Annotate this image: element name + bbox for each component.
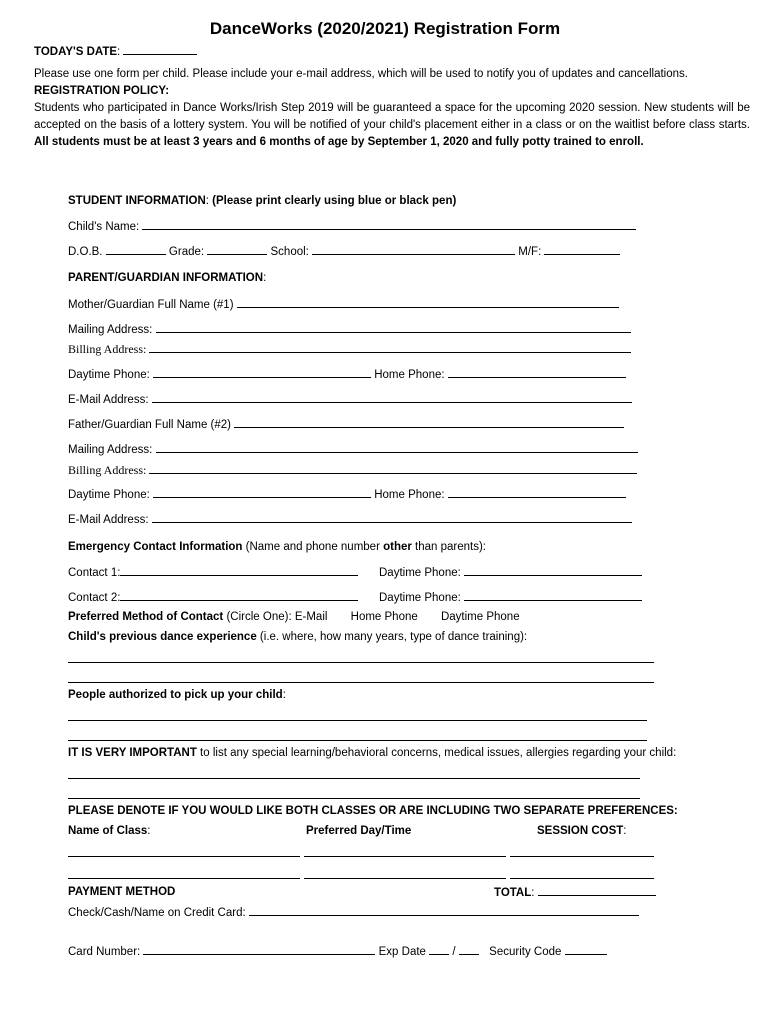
father-phone-row [68, 487, 626, 502]
mother-name-field[interactable] [237, 297, 619, 308]
policy-paragraph [34, 100, 750, 151]
emergency-note-b: than parents): [411, 541, 486, 553]
mother-email-field[interactable] [152, 392, 632, 403]
mother-mailing-field[interactable] [156, 322, 631, 333]
mother-email-row [68, 392, 632, 407]
grade-label: Grade: [168, 246, 205, 258]
emergency-heading-row [68, 540, 486, 554]
parent-info-heading: PARENT/GUARDIAN INFORMATION [68, 272, 264, 284]
dob-row [68, 244, 620, 259]
card-number-field[interactable] [143, 944, 375, 955]
concerns-line-1[interactable] [68, 778, 640, 779]
class-name-field-2[interactable] [68, 878, 300, 879]
mother-name-row [68, 297, 619, 312]
todays-date-colon: : [117, 46, 121, 58]
school-field[interactable] [312, 244, 515, 255]
preferred-contact-label: Preferred Method of Contact [68, 611, 224, 623]
session-cost-field-2[interactable] [510, 878, 654, 879]
mother-billing-row [68, 342, 631, 356]
preferred-day-header: Preferred Day/Time [306, 825, 412, 837]
father-billing-field[interactable] [149, 463, 637, 474]
father-daytime-phone-label: Daytime Phone: [68, 489, 150, 501]
father-name-row [68, 417, 624, 432]
contact1-label: Contact 1: [68, 567, 121, 579]
card-number-label: Card Number: [68, 946, 141, 958]
session-cost-header: SESSION COST [537, 825, 624, 837]
total-label: TOTAL [494, 887, 532, 899]
mf-field[interactable] [544, 244, 620, 255]
contact2-phone-field[interactable] [464, 590, 642, 601]
session-cost-field-1[interactable] [510, 856, 654, 857]
mother-daytime-phone-label: Daytime Phone: [68, 369, 150, 381]
pickup-line-1[interactable] [68, 720, 647, 721]
security-code-field[interactable] [565, 944, 607, 955]
session-cost-colon: : [623, 825, 627, 837]
preferred-contact-note: (Circle One): [223, 611, 292, 623]
mother-billing-label: Billing Address: [68, 342, 147, 356]
mf-label: M/F: [518, 246, 542, 258]
policy-text: Students who participated in Dance Works/Irish Step 2019 will be guaranteed a space for the upcoming 2020 session. New students will be accepted on the basis of a lottery system. You will be notified of your child's placement either in a class or on the waitlist before class starts. [34, 102, 750, 131]
mother-email-label: E-Mail Address: [68, 394, 149, 406]
emergency-note-other: other [383, 541, 412, 553]
father-email-field[interactable] [152, 512, 632, 523]
childs-name-field[interactable] [142, 219, 636, 230]
check-cash-row [68, 905, 639, 920]
school-label: School: [270, 246, 309, 258]
total-colon: : [531, 887, 535, 899]
option-home-phone[interactable]: Home Phone [350, 611, 418, 623]
dob-field[interactable] [106, 244, 166, 255]
total-row [494, 885, 656, 900]
parent-info-colon: : [263, 272, 267, 284]
concerns-line-2[interactable] [68, 798, 640, 799]
mother-name-label: Mother/Guardian Full Name (#1) [68, 299, 234, 311]
payment-heading: PAYMENT METHOD [68, 886, 176, 898]
emergency-heading: Emergency Contact Information [68, 541, 243, 553]
exp-date-label: Exp Date [378, 946, 426, 958]
experience-heading-row [68, 630, 527, 644]
total-field[interactable] [538, 885, 656, 896]
contact2-field[interactable] [120, 590, 358, 601]
pickup-heading-row [68, 688, 286, 702]
pickup-heading: People authorized to pick up your child [68, 689, 283, 701]
todays-date-label: TODAY'S DATE [34, 46, 118, 58]
father-email-row [68, 512, 632, 527]
contact1-phone-row [379, 565, 642, 580]
experience-line-2[interactable] [68, 682, 654, 683]
card-row [68, 944, 607, 959]
experience-note: (i.e. where, how many years, type of dance training): [256, 631, 528, 643]
father-name-label: Father/Guardian Full Name (#2) [68, 419, 231, 431]
contact1-field[interactable] [120, 565, 358, 576]
childs-name-row [68, 219, 636, 234]
check-cash-field[interactable] [249, 905, 639, 916]
father-mailing-field[interactable] [156, 442, 638, 453]
father-name-field[interactable] [234, 417, 624, 428]
option-daytime-phone[interactable]: Daytime Phone [440, 611, 520, 623]
policy-heading: REGISTRATION POLICY: [34, 85, 170, 97]
father-home-phone-field[interactable] [448, 487, 626, 498]
contact2-phone-row [379, 590, 642, 605]
father-billing-label: Billing Address: [68, 463, 147, 477]
concerns-text: to list any special learning/behavioral concerns, medical issues, allergies regarding your child: [196, 747, 677, 759]
form-title: DanceWorks (2020/2021) Registration Form [209, 19, 561, 38]
classes-heading: PLEASE DENOTE IF YOU WOULD LIKE BOTH CLASSES OR ARE INCLUDING TWO SEPARATE PREFERENCES: [68, 805, 678, 817]
experience-line-1[interactable] [68, 662, 654, 663]
mother-daytime-phone-field[interactable] [153, 367, 371, 378]
mother-home-phone-label: Home Phone: [374, 369, 445, 381]
contact2-phone-label: Daytime Phone: [379, 592, 461, 604]
parent-info-heading-row [68, 271, 266, 285]
todays-date-field[interactable] [123, 44, 197, 55]
class-name-header: Name of Class [68, 825, 148, 837]
grade-field[interactable] [207, 244, 267, 255]
student-info-colon: : [205, 195, 213, 207]
childs-name-label: Child's Name: [68, 221, 140, 233]
father-billing-row [68, 463, 637, 477]
father-email-label: E-Mail Address: [68, 514, 149, 526]
contact2-row [68, 590, 358, 605]
preferred-contact-row [68, 610, 520, 624]
exp-year-field[interactable] [459, 944, 479, 955]
contact1-phone-label: Daytime Phone: [379, 567, 461, 579]
mother-mailing-row [68, 322, 631, 337]
policy-bold-text: All students must be at least 3 years and 6 months of age by September 1, 2020 and fully potty trained to enroll. [34, 136, 644, 148]
mother-phone-row [68, 367, 626, 382]
father-home-phone-label: Home Phone: [374, 489, 445, 501]
class-name-colon: : [147, 825, 151, 837]
preferred-day-field-2[interactable] [304, 878, 506, 879]
exp-month-field[interactable] [429, 944, 449, 955]
exp-date-slash: / [452, 946, 456, 958]
mother-billing-field[interactable] [149, 342, 631, 353]
class-name-header-row [68, 824, 150, 838]
concerns-heading-row [68, 746, 676, 760]
father-daytime-phone-field[interactable] [153, 487, 371, 498]
intro-text: Please use one form per child. Please include your e-mail address, which will be used to notify you of updates and cancellations. [34, 68, 688, 80]
check-cash-label: Check/Cash/Name on Credit Card: [68, 907, 246, 919]
option-email[interactable]: E-Mail [294, 611, 328, 623]
pickup-colon: : [282, 689, 286, 701]
preferred-day-field-1[interactable] [304, 856, 506, 857]
session-cost-header-row [537, 824, 626, 838]
class-name-field-1[interactable] [68, 856, 300, 857]
experience-heading: Child's previous dance experience [68, 631, 257, 643]
contact2-label: Contact 2: [68, 592, 121, 604]
dob-label: D.O.B. [68, 246, 103, 258]
contact1-row [68, 565, 358, 580]
mother-mailing-label: Mailing Address: [68, 324, 153, 336]
mother-home-phone-field[interactable] [448, 367, 626, 378]
father-mailing-label: Mailing Address: [68, 444, 153, 456]
student-info-heading: STUDENT INFORMATION [68, 195, 206, 207]
emergency-note-a: (Name and phone number [242, 541, 384, 553]
student-info-note: (Please print clearly using blue or black pen) [212, 195, 457, 207]
pickup-line-2[interactable] [68, 740, 647, 741]
security-code-label: Security Code [489, 946, 562, 958]
father-mailing-row [68, 442, 638, 457]
concerns-heading: IT IS VERY IMPORTANT [68, 747, 197, 759]
todays-date-row [34, 44, 197, 59]
student-info-heading-row [68, 194, 456, 208]
contact1-phone-field[interactable] [464, 565, 642, 576]
